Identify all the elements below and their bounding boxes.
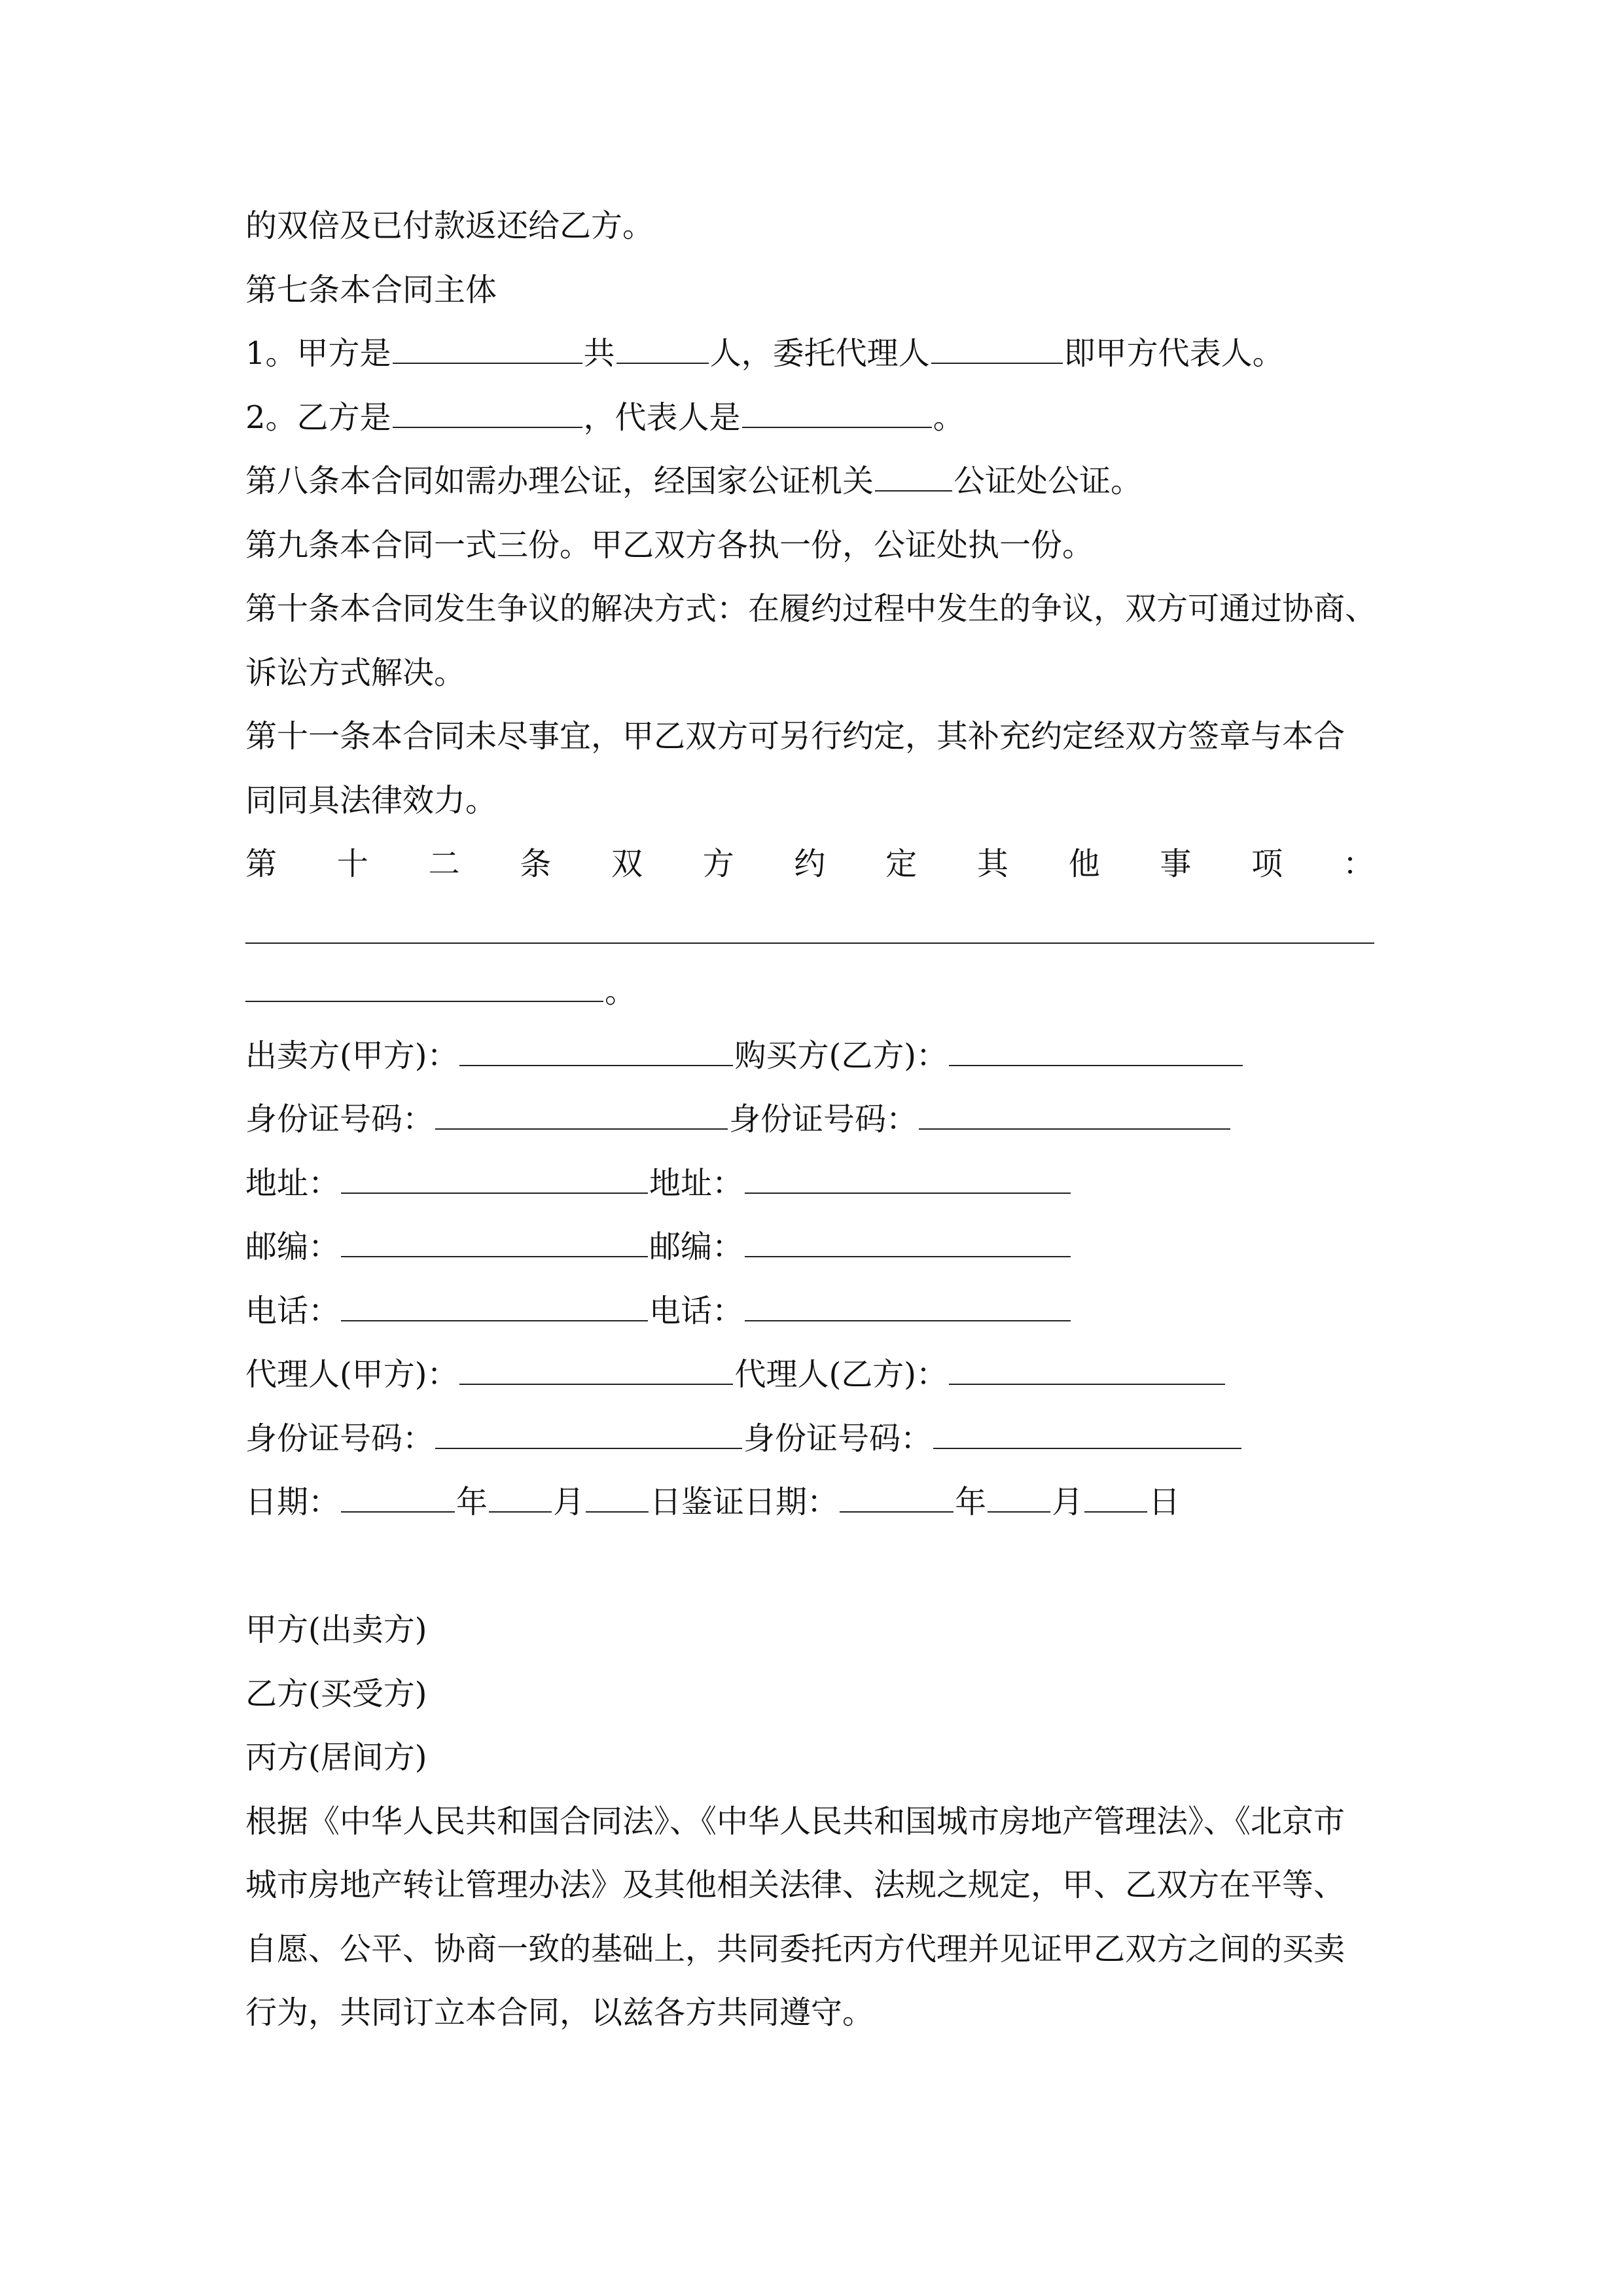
text: 共 xyxy=(583,335,615,372)
agent-a-id-field[interactable] xyxy=(435,1408,742,1449)
buyer-phone-field[interactable] xyxy=(745,1281,1071,1321)
date-day-field[interactable] xyxy=(586,1472,649,1513)
date-year-field[interactable] xyxy=(341,1472,455,1513)
article-12-char: 他 xyxy=(1068,846,1100,882)
text: 公证处公证。 xyxy=(954,463,1143,499)
agent-b-id-field[interactable] xyxy=(933,1408,1241,1449)
text: 1。甲方是 xyxy=(245,335,391,372)
label: 月 xyxy=(1052,1484,1084,1520)
sign-row-date xyxy=(245,1471,1397,1535)
sign-row-phone xyxy=(245,1280,1397,1344)
buyer-address-field[interactable] xyxy=(745,1153,1071,1194)
article-12-char: 约 xyxy=(794,846,826,882)
article-12-char: 条 xyxy=(520,846,552,882)
article-7-party-b xyxy=(245,386,1397,450)
label: 出卖方(甲方)： xyxy=(245,1037,459,1074)
blank-other-matters-end[interactable] xyxy=(245,961,603,1002)
article-12-title xyxy=(245,833,1374,897)
label: 代理人(甲方)： xyxy=(245,1356,459,1393)
blank-count[interactable] xyxy=(616,323,709,364)
agent-a-field[interactable] xyxy=(459,1344,733,1385)
article-12-char: 项 xyxy=(1251,846,1283,882)
text: 。 xyxy=(605,973,637,1010)
label: 身份证号码： xyxy=(245,1420,435,1457)
label: 身份证号码： xyxy=(245,1101,435,1138)
article-8 xyxy=(245,450,1397,514)
blank-agent[interactable] xyxy=(931,323,1063,364)
article-12-char: ： xyxy=(1342,846,1374,882)
text: 2。乙方是 xyxy=(245,399,391,436)
label: 身份证号码： xyxy=(743,1420,933,1457)
article-12-char: 双 xyxy=(611,846,643,882)
verify-day-field[interactable] xyxy=(1084,1472,1147,1513)
label: 年 xyxy=(955,1484,987,1520)
article-10-line: 第十条本合同发生争议的解决方式：在履约过程中发生的争议，双方可通过协商、 xyxy=(245,590,1377,627)
label: 日期： xyxy=(245,1484,340,1520)
article-11-line: 同同具法律效力。 xyxy=(245,781,497,819)
label: 邮编： xyxy=(649,1229,744,1265)
blank-representative[interactable] xyxy=(742,387,932,428)
article-12-end xyxy=(245,960,1397,1024)
label: 电话： xyxy=(649,1292,744,1329)
blank-notary[interactable] xyxy=(875,451,952,492)
preamble-line: 根据《中华人民共和国合同法》、《中华人民共和国城市房地产管理法》、《北京市 xyxy=(245,1803,1346,1840)
preamble-line: 自愿、公平、协商一致的基础上，共同委托丙方代理并见证甲乙双方之间的买卖 xyxy=(245,1930,1346,1967)
verify-year-field[interactable] xyxy=(840,1472,954,1513)
buyer-zip-field[interactable] xyxy=(745,1217,1071,1257)
article-12-char: 十 xyxy=(336,846,368,882)
sign-row-agent-id xyxy=(245,1407,1397,1471)
label: 地址： xyxy=(649,1164,744,1202)
buyer-id-field[interactable] xyxy=(919,1089,1230,1130)
label: 日 xyxy=(1149,1484,1181,1520)
article-10-line: 诉讼方式解决。 xyxy=(245,654,466,691)
text: ，代表人是 xyxy=(583,399,741,436)
article-9: 第九条本合同一式三份。甲乙双方各执一份，公证处执一份。 xyxy=(245,526,1094,564)
label: 邮编： xyxy=(245,1229,340,1265)
article-12-char: 定 xyxy=(885,846,918,882)
label: 购买方(乙方)： xyxy=(734,1037,948,1074)
buyer-field[interactable] xyxy=(949,1026,1243,1066)
seller-zip-field[interactable] xyxy=(341,1217,648,1257)
agent-b-field[interactable] xyxy=(949,1344,1225,1385)
party-seller: 甲方(出卖方) xyxy=(245,1611,427,1648)
seller-phone-field[interactable] xyxy=(341,1281,648,1321)
article-12-char: 第 xyxy=(245,846,277,882)
sign-row-id xyxy=(245,1088,1397,1152)
party-intermediary: 丙方(居间方) xyxy=(245,1739,427,1776)
article-12-char: 其 xyxy=(976,846,1008,882)
sign-row-address xyxy=(245,1152,1397,1216)
blank-other-matters[interactable] xyxy=(245,897,1397,961)
article-12-char: 二 xyxy=(428,846,460,882)
blank-party-a[interactable] xyxy=(393,323,582,364)
label: 日鉴证日期： xyxy=(650,1484,839,1520)
text: 。 xyxy=(933,399,965,436)
label: 月 xyxy=(553,1484,585,1520)
preamble-line: 行为，共同订立本合同，以兹各方共同遵守。 xyxy=(245,1994,874,2031)
verify-month-field[interactable] xyxy=(988,1472,1050,1513)
article-7-title: 第七条本合同主体 xyxy=(245,271,497,308)
seller-id-field[interactable] xyxy=(435,1089,728,1130)
seller-address-field[interactable] xyxy=(341,1153,648,1194)
label: 地址： xyxy=(245,1164,340,1202)
label: 电话： xyxy=(245,1292,340,1329)
party-buyer: 乙方(买受方) xyxy=(245,1675,427,1712)
sign-row-zip xyxy=(245,1215,1397,1280)
article-12-char: 方 xyxy=(702,846,734,882)
label: 代理人(乙方)： xyxy=(734,1356,948,1393)
seller-field[interactable] xyxy=(459,1026,733,1066)
text: 即甲方代表人。 xyxy=(1063,335,1284,372)
paragraph-line: 的双倍及已付款返还给乙方。 xyxy=(245,207,654,244)
sign-row-party xyxy=(245,1024,1397,1088)
sign-row-agent xyxy=(245,1343,1397,1407)
label: 身份证号码： xyxy=(729,1101,918,1138)
label: 年 xyxy=(456,1484,488,1520)
article-12-char: 事 xyxy=(1160,846,1192,882)
contract-page xyxy=(245,194,1397,2045)
text: 第八条本合同如需办理公证，经国家公证机关 xyxy=(245,463,874,499)
article-7-party-a xyxy=(245,322,1397,386)
blank-party-b[interactable] xyxy=(393,387,582,428)
date-month-field[interactable] xyxy=(489,1472,552,1513)
preamble-line: 城市房地产转让管理办法》及其他相关法律、法规之规定，甲、乙双方在平等、 xyxy=(245,1867,1346,1903)
text: 人，委托代理人 xyxy=(709,335,930,372)
spacer xyxy=(245,1535,1397,1599)
article-11-line: 第十一条本合同未尽事宜，甲乙双方可另行约定，其补充约定经双方签章与本合 xyxy=(245,718,1346,755)
